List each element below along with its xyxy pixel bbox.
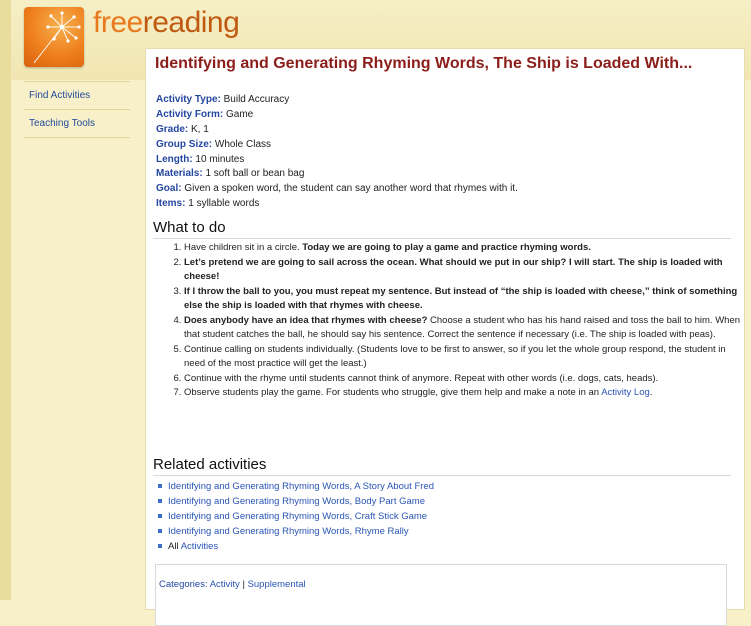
categories-box [155,564,727,626]
main-content [145,48,745,610]
meta-key: Grade: [156,123,189,135]
meta-value: Given a spoken word, the student can say another word that rhymes with it. [181,183,518,195]
list-item [168,494,733,509]
sidebar-item-find-activities[interactable]: Find Activities [24,81,130,109]
categories-label: Categories: [159,579,208,590]
meta-row [156,197,741,212]
page-title: Identifying and Generating Rhyming Words, The Ship is Loaded With... [155,55,693,72]
sidebar-nav [24,81,130,138]
step-text: Observe students play the game. For students who struggle, give them help and make a note in an [184,387,602,398]
step-bold-text: If I throw the ball to you, you must repeat my sentence. But instead of “the ship is loaded with cheese,” think of something else the ship is loaded with that rhymes with cheese. [184,285,738,311]
related-link-craft-stick-game[interactable]: Identifying and Generating Rhyming Words, Craft Stick Game [168,511,428,522]
meta-row [156,153,741,168]
step-item [184,314,749,343]
step-item [184,285,749,314]
meta-row [156,138,741,153]
meta-key: Activity Form: [156,108,224,120]
meta-row [156,182,741,197]
step-bold-text: Today we are going to play a game and practice rhyming words. [302,242,591,253]
category-link-activity[interactable]: Activity [209,579,240,590]
related-link-story-about-fred[interactable]: Identifying and Generating Rhyming Words, A Story About Fred [168,481,434,492]
brand-part-free: free [93,6,143,39]
what-to-do-heading: What to do [153,219,731,239]
step-bold-text: Does anybody have an idea that rhymes with cheese? [184,314,428,326]
step-text: Have children sit in a circle. [184,242,303,253]
activity-meta [156,93,741,212]
meta-value: 10 minutes [192,153,245,165]
meta-row [156,108,741,123]
meta-value: Whole Class [212,138,272,150]
meta-value: 1 syllable words [185,198,260,210]
meta-key: Goal: [156,183,182,195]
brand-part-reading: reading [142,6,240,39]
dandelion-logo-icon[interactable] [24,7,84,67]
list-item [168,539,733,554]
list-item [168,509,733,524]
list-item [168,524,733,539]
related-link-rhyme-rally[interactable]: Identifying and Generating Rhyming Words, Rhyme Rally [168,526,409,537]
step-text: Continue calling on students individually. (Students love to be first to answer, so if you let the whole group respond, the student in need of the most practice will get the least.) [184,343,726,369]
step-item [184,372,749,387]
step-end-text: . [649,387,653,398]
related-activities-list [156,479,733,554]
step-text: Choose a student who has his hand raised and toss the ball to him. When that student catches the ball, he should say his sentence. Correct the sentence if necessary (i.e. The ship is loaded with peas). [184,314,741,340]
meta-row [156,123,741,138]
list-item [168,479,733,494]
brand-wordmark[interactable] [93,6,239,40]
step-text: Continue with the rhyme until students cannot think of anymore. Repeat with other words (i.e. dogs, cats, heads). [184,372,659,384]
related-link-body-part-game[interactable]: Identifying and Generating Rhyming Words, Body Part Game [168,496,425,507]
steps-list [156,241,749,401]
category-link-supplemental[interactable]: Supplemental [247,579,306,590]
sidebar-item-teaching-tools[interactable]: Teaching Tools [24,109,130,138]
category-separator: | [242,579,245,590]
meta-key: Length: [156,153,193,165]
meta-value: Game [223,108,254,120]
meta-row [156,167,741,182]
step-item [184,343,749,372]
step-bold-text: Let’s pretend we are going to sail across the ocean. What should we put in our ship? I will start. The ship is loaded with cheese! [184,256,723,282]
related-activities-heading: Related activities [153,456,731,476]
left-rail [0,0,11,600]
all-activities-link[interactable]: Activities [180,541,219,552]
meta-key: Group Size: [156,138,213,150]
meta-row [156,93,741,108]
step-item [184,241,749,256]
step-item [184,386,749,401]
meta-key: Materials: [156,168,203,180]
step-item [184,256,749,285]
activity-log-link[interactable]: Activity Log [601,387,650,398]
meta-value: Build Accuracy [220,94,290,105]
meta-value: K, 1 [188,123,209,135]
meta-key: Activity Type: [156,94,221,105]
categories-line [159,579,306,590]
meta-value: 1 soft ball or bean bag [202,168,305,180]
meta-key: Items: [156,198,186,210]
all-prefix: All [168,541,181,552]
